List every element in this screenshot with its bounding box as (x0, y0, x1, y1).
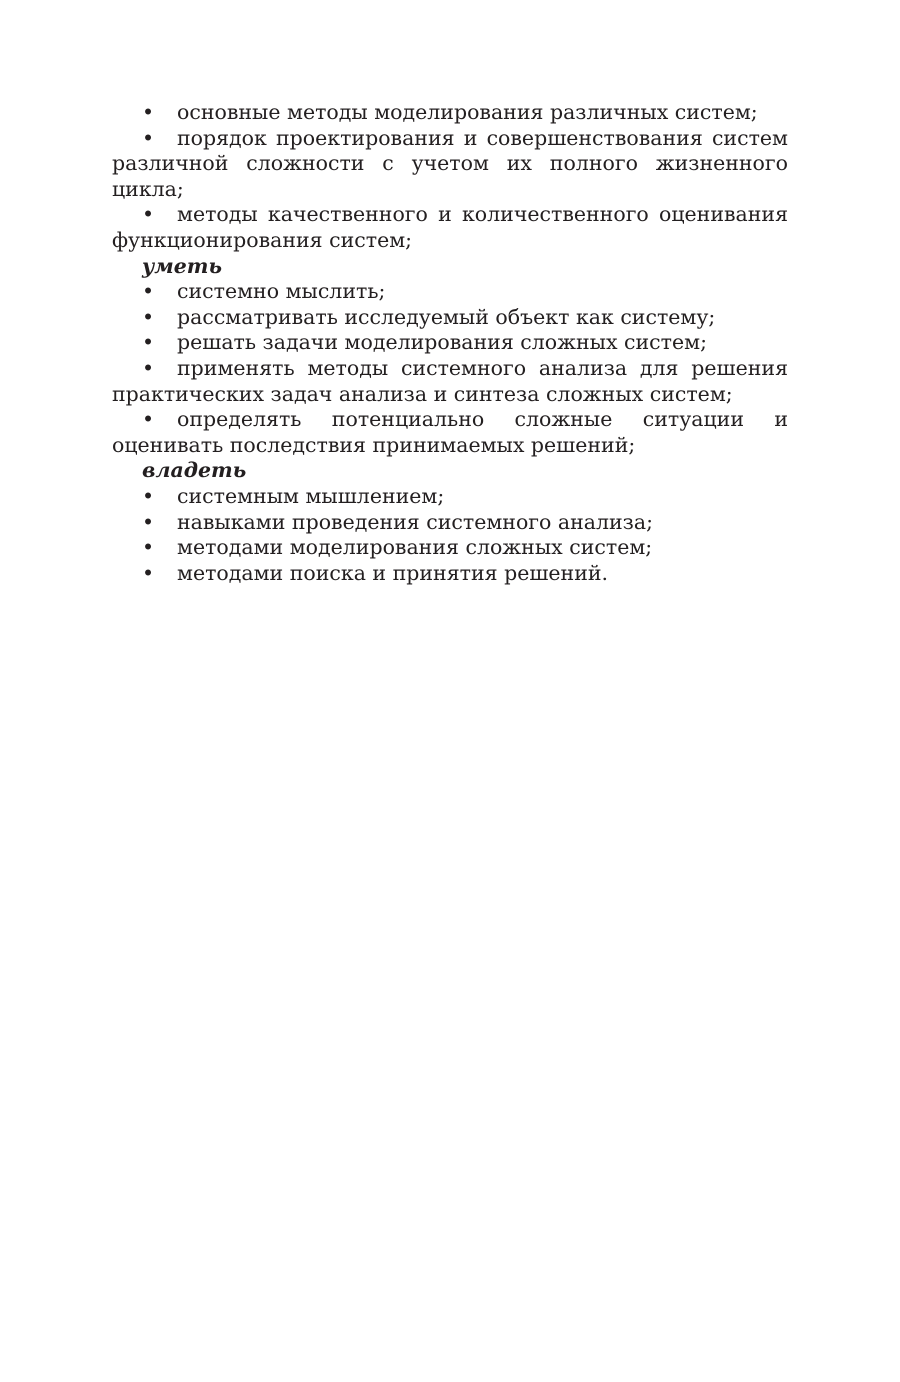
list-item (112, 100, 788, 126)
section-heading-mastery: владеть (142, 458, 247, 483)
list-item-text: применять методы системного анализа для решения практических задач анализа и синтеза сложных систем; (112, 355, 788, 406)
list-item-text: рассматривать исследуемый объект как систему; (177, 304, 716, 329)
bullet: • (142, 560, 155, 585)
list-item-text: решать задачи моделирования сложных систем; (177, 330, 707, 355)
bullet: • (142, 483, 155, 508)
bullet: • (142, 330, 155, 355)
list-item (112, 561, 788, 587)
list-item (112, 202, 788, 253)
bullet: • (142, 125, 155, 150)
list-item-text: системно мыслить; (177, 279, 386, 304)
bullet: • (142, 279, 155, 304)
bullet: • (142, 202, 155, 227)
list-item-text: системным мышлением; (177, 483, 445, 508)
bullet: • (142, 304, 155, 329)
list-item (112, 356, 788, 407)
page-content (112, 100, 788, 586)
bullet: • (142, 100, 155, 124)
list-item-text: основные методы моделирования различных систем; (177, 100, 758, 124)
list-item (112, 305, 788, 331)
bullet: • (142, 509, 155, 534)
bullet: • (142, 355, 155, 380)
section-heading-skills: уметь (142, 253, 223, 278)
list-item-text: методами моделирования сложных систем; (177, 535, 653, 560)
bullet: • (142, 407, 155, 432)
list-item-text: методами поиска и принятия решений. (177, 560, 609, 585)
bullet: • (142, 535, 155, 560)
list-item (112, 126, 788, 203)
list-item (112, 407, 788, 458)
list-item-text: навыками проведения системного анализа; (177, 509, 653, 534)
list-item (112, 330, 788, 356)
list-item-text: определять потенциально сложные ситуации и оценивать последствия принимаемых решений; (112, 407, 788, 457)
list-item-text: порядок проектирования и совершенствования систем различной сложности с учетом их полного жизненного цикла; (112, 125, 788, 201)
list-item (112, 510, 788, 536)
list-item-text: методы качественного и количественного оценивания функционирования систем; (112, 202, 788, 252)
list-item (112, 279, 788, 305)
list-item (112, 484, 788, 510)
list-item (112, 535, 788, 561)
